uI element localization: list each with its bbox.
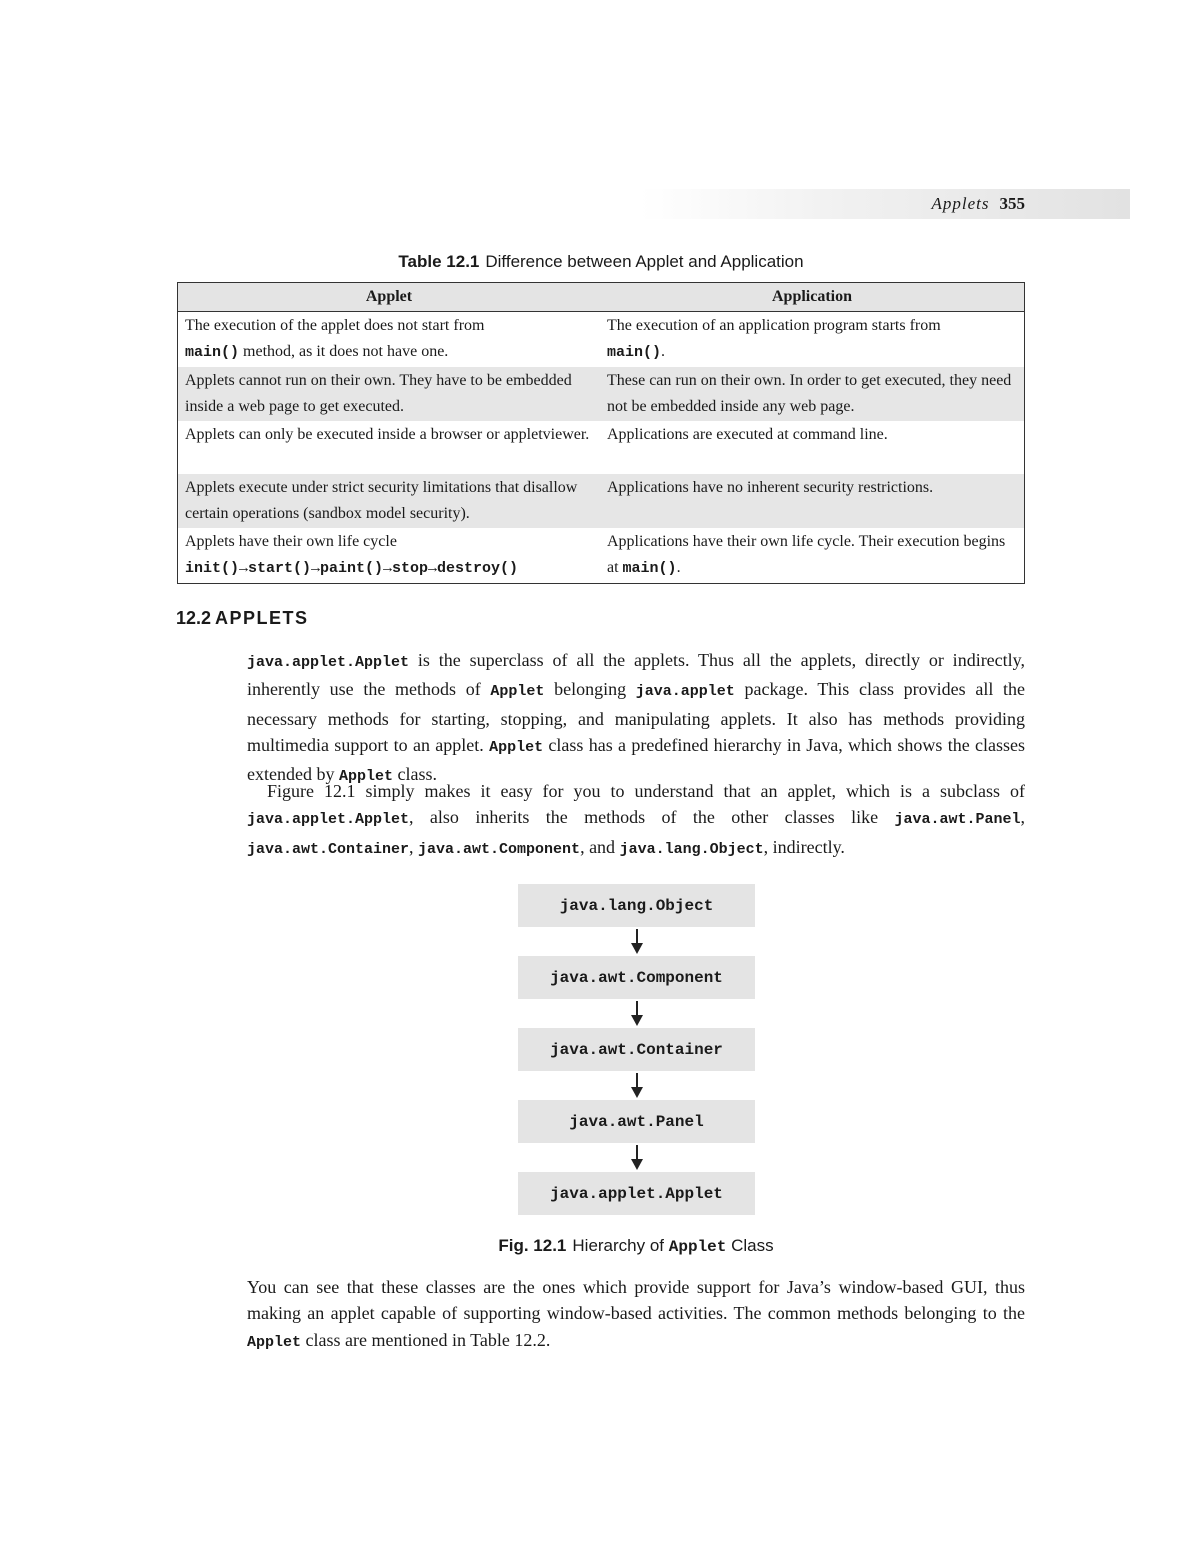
text-run: Figure 12.1 simply makes it easy for you to understand that an applet, which is a subclass of xyxy=(267,781,1025,801)
down-arrow-icon xyxy=(518,1143,755,1172)
text-run: class has a predefined hierarchy in Java, which shows the classes extended by xyxy=(247,734,1025,785)
table-row xyxy=(178,528,1025,584)
table-cell-applet: Applets can only be executed inside a browser or appletviewer. xyxy=(185,426,590,443)
text-run: package. This class provides all the necessary methods for starting, stopping, and manipulating applets. It also has methods providing multimedia support to an applet. xyxy=(247,679,1026,755)
cell-text: The execution of an application program starts from xyxy=(607,317,941,334)
table-cell-applet xyxy=(178,312,601,368)
table-row xyxy=(178,421,1025,474)
table-row xyxy=(178,474,1025,528)
table-cell-application xyxy=(600,312,1025,368)
down-arrow-icon xyxy=(518,999,755,1028)
running-head xyxy=(880,194,1025,214)
hierarchy-box: java.awt.Component xyxy=(518,956,755,999)
section-heading xyxy=(176,608,309,629)
hierarchy-box: java.awt.Panel xyxy=(518,1100,755,1143)
section-number: 12.2 xyxy=(176,608,212,628)
table-cell-application xyxy=(600,528,1025,584)
cell-code: init()→start()→paint()→stop→destroy() xyxy=(185,560,519,577)
table-cell-application: Applications are executed at command line. xyxy=(607,426,888,443)
inline-code: Applet xyxy=(489,738,544,756)
figure-text: Hierarchy of xyxy=(572,1236,665,1255)
table-row xyxy=(178,312,1025,368)
page-number: 355 xyxy=(999,194,1025,213)
cell-code: main() xyxy=(607,344,662,361)
inline-code: java.lang.Object xyxy=(619,840,764,858)
comparison-table xyxy=(177,282,1025,584)
table-cell-applet: Applets execute under strict security limitations that disallow certain operations (sandbox model security). xyxy=(178,474,601,528)
running-head-title: Applets xyxy=(931,194,990,213)
down-arrow-icon xyxy=(518,927,755,956)
inline-code: java.awt.Container xyxy=(247,840,410,858)
text-run: class. xyxy=(392,764,437,785)
inline-code: java.awt.Component xyxy=(418,840,581,858)
table-cell-application: Applications have no inherent security restrictions. xyxy=(600,474,1025,528)
table-header-application: Application xyxy=(600,283,1025,312)
inline-code: Applet xyxy=(338,768,393,786)
table-header-row xyxy=(178,283,1025,312)
inline-code: java.applet.Applet xyxy=(247,654,410,671)
hierarchy-diagram xyxy=(518,884,755,1215)
text-run: class are mentioned in Table 12.2. xyxy=(301,1329,551,1350)
inline-code: java.applet.Applet xyxy=(247,811,410,829)
paragraph-gui-support xyxy=(247,1274,1025,1356)
figure-code: Applet xyxy=(668,1238,727,1256)
text-run: You can see that these classes are the ones which provide support for Java’s window-based GUI, thus making an applet capable of supporting window-based activities. The common methods belonging to the xyxy=(247,1277,1025,1324)
figure-label: Fig. 12.1 xyxy=(498,1236,567,1255)
text-run: , also inherits the methods of the other classes like xyxy=(409,807,895,828)
table-caption-text: Difference between Applet and Application xyxy=(485,252,804,271)
cell-text: method, as it does not have one. xyxy=(239,343,449,360)
section-title: APPLETS xyxy=(215,608,309,628)
cell-text: . xyxy=(676,559,681,576)
text-run: is the superclass of all the applets. Thus all the applets, directly or indirectly, inherently use the methods of xyxy=(247,650,1025,700)
cell-code: main() xyxy=(185,344,240,361)
cell-text: The execution of the applet does not start from xyxy=(185,317,485,334)
hierarchy-box: java.lang.Object xyxy=(518,884,755,927)
down-arrow-icon xyxy=(518,1071,755,1100)
figure-text: Class xyxy=(731,1236,774,1255)
inline-code: java.applet xyxy=(635,683,735,701)
paragraph-figure-ref xyxy=(247,778,1025,863)
table-caption-label: Table 12.1 xyxy=(398,252,480,271)
text-run: , indirectly. xyxy=(763,836,845,857)
cell-text: Applications have their own life cycle. Their execution begins at xyxy=(607,533,1006,576)
table-cell-applet xyxy=(178,528,601,584)
inline-code: Applet xyxy=(247,1333,302,1351)
table-header-applet: Applet xyxy=(178,283,601,312)
table-row xyxy=(178,367,1025,421)
figure-caption xyxy=(176,1236,1096,1256)
cell-code: main() xyxy=(622,560,677,577)
hierarchy-box: java.applet.Applet xyxy=(518,1172,755,1215)
cell-text: . xyxy=(661,343,666,360)
text-run: belonging xyxy=(544,679,636,700)
inline-code: java.awt.Panel xyxy=(894,811,1021,829)
table-caption xyxy=(176,252,1026,272)
hierarchy-box: java.awt.Container xyxy=(518,1028,755,1071)
text-run: , xyxy=(409,836,419,857)
text-run: , xyxy=(1020,807,1025,828)
table-cell-application: These can run on their own. In order to get executed, they need not be embedded inside any web page. xyxy=(600,367,1025,421)
inline-code: Applet xyxy=(490,683,545,701)
text-run: , and xyxy=(580,836,620,857)
table-cell-applet: Applets cannot run on their own. They have to be embedded inside a web page to get executed. xyxy=(178,367,601,421)
paragraph-applet-intro xyxy=(247,647,1025,790)
cell-text: Applets have their own life cycle xyxy=(185,533,397,550)
